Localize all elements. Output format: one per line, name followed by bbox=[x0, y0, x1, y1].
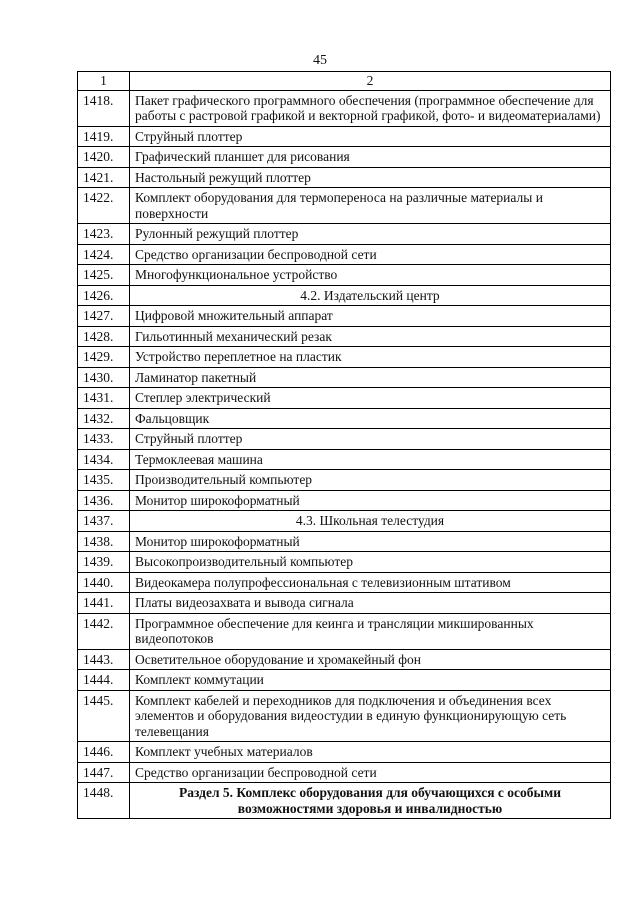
row-number-cell: 1434. bbox=[78, 449, 130, 470]
item-name-cell: Видеокамера полупрофессиональная с телевизионным штативом bbox=[130, 572, 611, 593]
row-number-cell: 1422. bbox=[78, 188, 130, 224]
row-number-cell: 1436. bbox=[78, 490, 130, 511]
table-row bbox=[78, 783, 611, 819]
section-title-cell: Раздел 5. Комплекс оборудования для обучающихся с особыми возможностями здоровья и инвалидностью bbox=[130, 783, 611, 819]
table-row bbox=[78, 429, 611, 450]
row-number-cell: 1441. bbox=[78, 593, 130, 614]
row-number-cell: 1427. bbox=[78, 306, 130, 327]
item-name-cell: Комплект учебных материалов bbox=[130, 742, 611, 763]
item-name-cell: Рулонный режущий плоттер bbox=[130, 224, 611, 245]
table-row bbox=[78, 224, 611, 245]
row-number-cell: 1425. bbox=[78, 265, 130, 286]
table-row bbox=[78, 167, 611, 188]
item-name-cell: Термоклеевая машина bbox=[130, 449, 611, 470]
item-name-cell: Устройство переплетное на пластик bbox=[130, 347, 611, 368]
item-name-cell: Платы видеозахвата и вывода сигнала bbox=[130, 593, 611, 614]
item-name-cell: Производительный компьютер bbox=[130, 470, 611, 491]
table-row bbox=[78, 126, 611, 147]
row-number-cell: 1430. bbox=[78, 367, 130, 388]
table-row bbox=[78, 367, 611, 388]
table-row bbox=[78, 408, 611, 429]
row-number-cell: 1437. bbox=[78, 511, 130, 532]
item-name-cell: Фальцовщик bbox=[130, 408, 611, 429]
item-name-cell: Настольный режущий плоттер bbox=[130, 167, 611, 188]
table-row bbox=[78, 649, 611, 670]
row-number-cell: 1439. bbox=[78, 552, 130, 573]
table-row bbox=[78, 670, 611, 691]
row-number-cell: 1438. bbox=[78, 531, 130, 552]
table-header-row bbox=[78, 72, 611, 91]
row-number-cell: 1419. bbox=[78, 126, 130, 147]
item-name-cell: Программное обеспечение для кеинга и трансляции микшированных видеопотоков bbox=[130, 613, 611, 649]
row-number-cell: 1444. bbox=[78, 670, 130, 691]
item-name-cell: Комплект коммутации bbox=[130, 670, 611, 691]
row-number-cell: 1428. bbox=[78, 326, 130, 347]
table-row bbox=[78, 90, 611, 126]
row-number-cell: 1421. bbox=[78, 167, 130, 188]
row-number-cell: 1431. bbox=[78, 388, 130, 409]
table-row bbox=[78, 531, 611, 552]
row-number-cell: 1446. bbox=[78, 742, 130, 763]
table-row bbox=[78, 613, 611, 649]
header-cell-number: 1 bbox=[78, 72, 130, 91]
table-row bbox=[78, 188, 611, 224]
section-heading-cell: 4.3. Школьная телестудия bbox=[130, 511, 611, 532]
table-row bbox=[78, 388, 611, 409]
table-row bbox=[78, 147, 611, 168]
row-number-cell: 1443. bbox=[78, 649, 130, 670]
row-number-cell: 1442. bbox=[78, 613, 130, 649]
table-row bbox=[78, 326, 611, 347]
item-name-cell: Гильотинный механический резак bbox=[130, 326, 611, 347]
row-number-cell: 1447. bbox=[78, 762, 130, 783]
row-number-cell: 1433. bbox=[78, 429, 130, 450]
row-number-cell: 1435. bbox=[78, 470, 130, 491]
item-name-cell: Комплект кабелей и переходников для подключения и объединения всех элементов и оборудования видеостудии в единую функционирующую сеть телевещания bbox=[130, 690, 611, 742]
row-number-cell: 1424. bbox=[78, 244, 130, 265]
table-row bbox=[78, 265, 611, 286]
row-number-cell: 1445. bbox=[78, 690, 130, 742]
item-name-cell: Многофункциональное устройство bbox=[130, 265, 611, 286]
item-name-cell: Высокопроизводительный компьютер bbox=[130, 552, 611, 573]
table-row bbox=[78, 285, 611, 306]
row-number-cell: 1420. bbox=[78, 147, 130, 168]
equipment-table bbox=[77, 71, 611, 819]
table-row bbox=[78, 347, 611, 368]
table-row bbox=[78, 470, 611, 491]
table-row bbox=[78, 742, 611, 763]
item-name-cell: Монитор широкоформатный bbox=[130, 531, 611, 552]
page-number: 45 bbox=[313, 53, 327, 68]
table-row bbox=[78, 490, 611, 511]
row-number-cell: 1429. bbox=[78, 347, 130, 368]
table-row bbox=[78, 572, 611, 593]
item-name-cell: Комплект оборудования для термопереноса на различные материалы и поверхности bbox=[130, 188, 611, 224]
item-name-cell: Струйный плоттер bbox=[130, 429, 611, 450]
table-row bbox=[78, 511, 611, 532]
item-name-cell: Ламинатор пакетный bbox=[130, 367, 611, 388]
item-name-cell: Цифровой множительный аппарат bbox=[130, 306, 611, 327]
item-name-cell: Степлер электрический bbox=[130, 388, 611, 409]
item-name-cell: Пакет графического программного обеспечения (программное обеспечение для работы с растровой графикой и векторной графикой, фото- и видеоматериалами) bbox=[130, 90, 611, 126]
header-cell-name: 2 bbox=[130, 72, 611, 91]
item-name-cell: Средство организации беспроводной сети bbox=[130, 244, 611, 265]
item-name-cell: Графический планшет для рисования bbox=[130, 147, 611, 168]
row-number-cell: 1440. bbox=[78, 572, 130, 593]
row-number-cell: 1448. bbox=[78, 783, 130, 819]
row-number-cell: 1426. bbox=[78, 285, 130, 306]
table-row bbox=[78, 762, 611, 783]
table-row bbox=[78, 593, 611, 614]
table-row bbox=[78, 306, 611, 327]
row-number-cell: 1418. bbox=[78, 90, 130, 126]
item-name-cell: Осветительное оборудование и хромакейный фон bbox=[130, 649, 611, 670]
row-number-cell: 1432. bbox=[78, 408, 130, 429]
item-name-cell: Средство организации беспроводной сети bbox=[130, 762, 611, 783]
row-number-cell: 1423. bbox=[78, 224, 130, 245]
table-row bbox=[78, 244, 611, 265]
table-body bbox=[78, 72, 611, 819]
table-row bbox=[78, 449, 611, 470]
section-heading-cell: 4.2. Издательский центр bbox=[130, 285, 611, 306]
item-name-cell: Монитор широкоформатный bbox=[130, 490, 611, 511]
item-name-cell: Струйный плоттер bbox=[130, 126, 611, 147]
table-row bbox=[78, 690, 611, 742]
table-row bbox=[78, 552, 611, 573]
